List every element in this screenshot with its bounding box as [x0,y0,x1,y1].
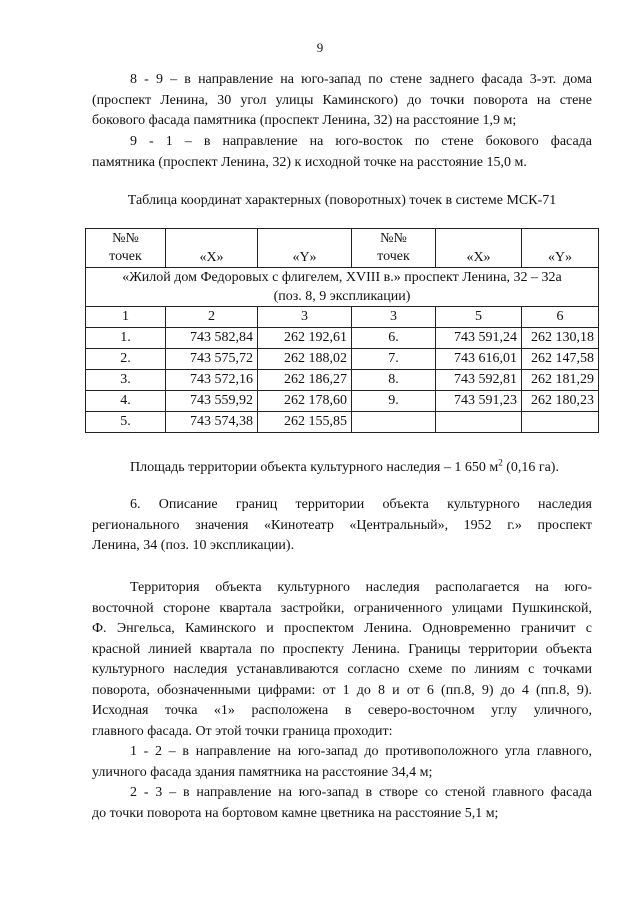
paragraph-segment-2-3 [92,783,592,824]
text-line: восточной стороне квартала застройки, ограниченного улицами Пушкинской, [92,600,592,616]
text-line: уличного фасада здания памятника на расстояние 34,4 м; [92,764,433,780]
column-number: 5 [436,307,522,328]
text-line: красной линией квартала по проспекту Ленина. Границы территории объекта [92,641,592,657]
text-line: до точки поворота на бортовом камне цветника на расстояние 5,1 м; [92,805,499,821]
y-coordinate: 262 130,18 [522,328,599,349]
text-line: 1 - 2 – в направление на юго-запад до противоположного угла главного, [130,744,592,759]
table-row [86,370,599,391]
header-x: «X» [166,229,258,268]
y-coordinate: 262 192,61 [258,328,352,349]
text-line: Территория объекта культурного наследия располагается на юго- [130,580,592,595]
section-6-heading [92,495,592,557]
point-number: 6. [352,328,436,349]
column-number: 6 [522,307,599,328]
point-number: 7. [352,349,436,370]
x-coordinate: 743 582,84 [166,328,258,349]
paragraph-segment-9-1 [92,132,592,173]
y-coordinate: 262 186,27 [258,370,352,391]
paragraph-segment-8-9 [92,70,592,132]
area-text: Площадь территории объекта культурного наследия – 1 650 м [130,460,499,475]
point-number: 1. [86,328,166,349]
x-coordinate: 743 591,23 [436,391,522,412]
table-row [86,391,599,412]
header-points [86,229,166,268]
paragraph-segment-1-2 [92,742,592,783]
x-coordinate: 743 574,38 [166,412,258,433]
text-line: бокового фасада памятника (проспект Ленина, 32) на расстояние 1,9 м; [92,113,517,128]
text-line: поворота, обозначенными цифрами: от 1 до 8 и от 6 (пп.8, 9) до 4 (пп.8, 9). [92,682,592,698]
y-coordinate: 262 188,02 [258,349,352,370]
header-x-2: «X» [436,229,522,268]
area-superscript: 2 [498,457,503,468]
area-statement [130,458,600,479]
header-points-bottom: точек [109,249,142,264]
point-number: 2. [86,349,166,370]
text-line: 2 - 3 – в направление на юго-запад в створе со стеной главного фасада [130,785,592,800]
y-coordinate: 262 147,58 [522,349,599,370]
y-coordinate: 262 178,60 [258,391,352,412]
text-line: 9 - 1 – в направление на юго-восток по стене бокового фасада [130,134,592,149]
x-coordinate: 743 559,92 [166,391,258,412]
table-row [86,412,599,433]
y-coordinate [522,412,599,433]
text-line: 8 - 9 – в направление на юго-запад по стене заднего фасада 3-эт. дома [130,72,592,87]
text-line: (проспект Ленина, 30 угол улицы Каминского) до точки поворота на стене [92,92,592,108]
text-line: Ф. Энгельса, Каминского и проспектом Ленина. Одновременно граничит с [92,621,592,636]
coordinates-table [85,228,599,433]
x-coordinate: 743 616,01 [436,349,522,370]
text-line: главного фасада. От этой точки граница проходит: [92,723,393,739]
object-name-line-2: (поз. 8, 9 экспликации) [273,289,411,304]
x-coordinate: 743 592,81 [436,370,522,391]
column-number: 3 [258,307,352,328]
x-coordinate [436,412,522,433]
area-tail: (0,16 га). [502,460,559,475]
header-points-2 [352,229,436,268]
object-name-row [86,268,599,307]
object-name-cell [86,268,599,307]
point-number: 8. [352,370,436,391]
x-coordinate: 743 591,24 [436,328,522,349]
y-coordinate: 262 180,23 [522,391,599,412]
point-number: 9. [352,391,436,412]
column-number: 1 [86,307,166,328]
table-header-row [86,229,599,268]
text-line: Исходная точка «1» расположена в северо-восточном углу уличного, [92,703,592,718]
x-coordinate: 743 572,16 [166,370,258,391]
column-number: 2 [166,307,258,328]
header-y: «Y» [258,229,352,268]
table-title: Таблица координат характерных (поворотных) точек в системе МСК-71 [127,193,557,208]
text-line: культурного наследия устанавливаются согласно схеме по линиям с точками [92,662,592,677]
object-name-line-1: «Жилой дом Федоровых с флигелем, XVIII в.» проспект Ленина, 32 – 32а [122,270,562,285]
column-number: 3 [352,307,436,328]
point-number [352,412,436,433]
header-points-top: №№ [112,231,139,246]
table-row [86,328,599,349]
header-points-2-bottom: точек [377,249,410,264]
text-line: 6. Описание границ территории объекта культурного наследия [130,497,592,512]
header-points-2-top: №№ [380,231,407,246]
text-line: памятника (проспект Ленина, 32) к исходной точке на расстояние 15,0 м. [92,154,527,170]
y-coordinate: 262 155,85 [258,412,352,433]
text-line: Ленина, 34 (поз. 10 экспликации). [92,538,295,553]
x-coordinate: 743 575,72 [166,349,258,370]
point-number: 3. [86,370,166,391]
table-row [86,349,599,370]
territory-paragraph [92,578,592,742]
text-line: регионального значения «Кинотеатр «Центральный», 1952 г.» проспект [92,517,592,533]
point-number: 4. [86,391,166,412]
page-number: 9 [316,40,324,55]
point-number: 5. [86,412,166,433]
column-number-row [86,307,599,328]
y-coordinate: 262 181,29 [522,370,599,391]
header-y-2: «Y» [522,229,599,268]
